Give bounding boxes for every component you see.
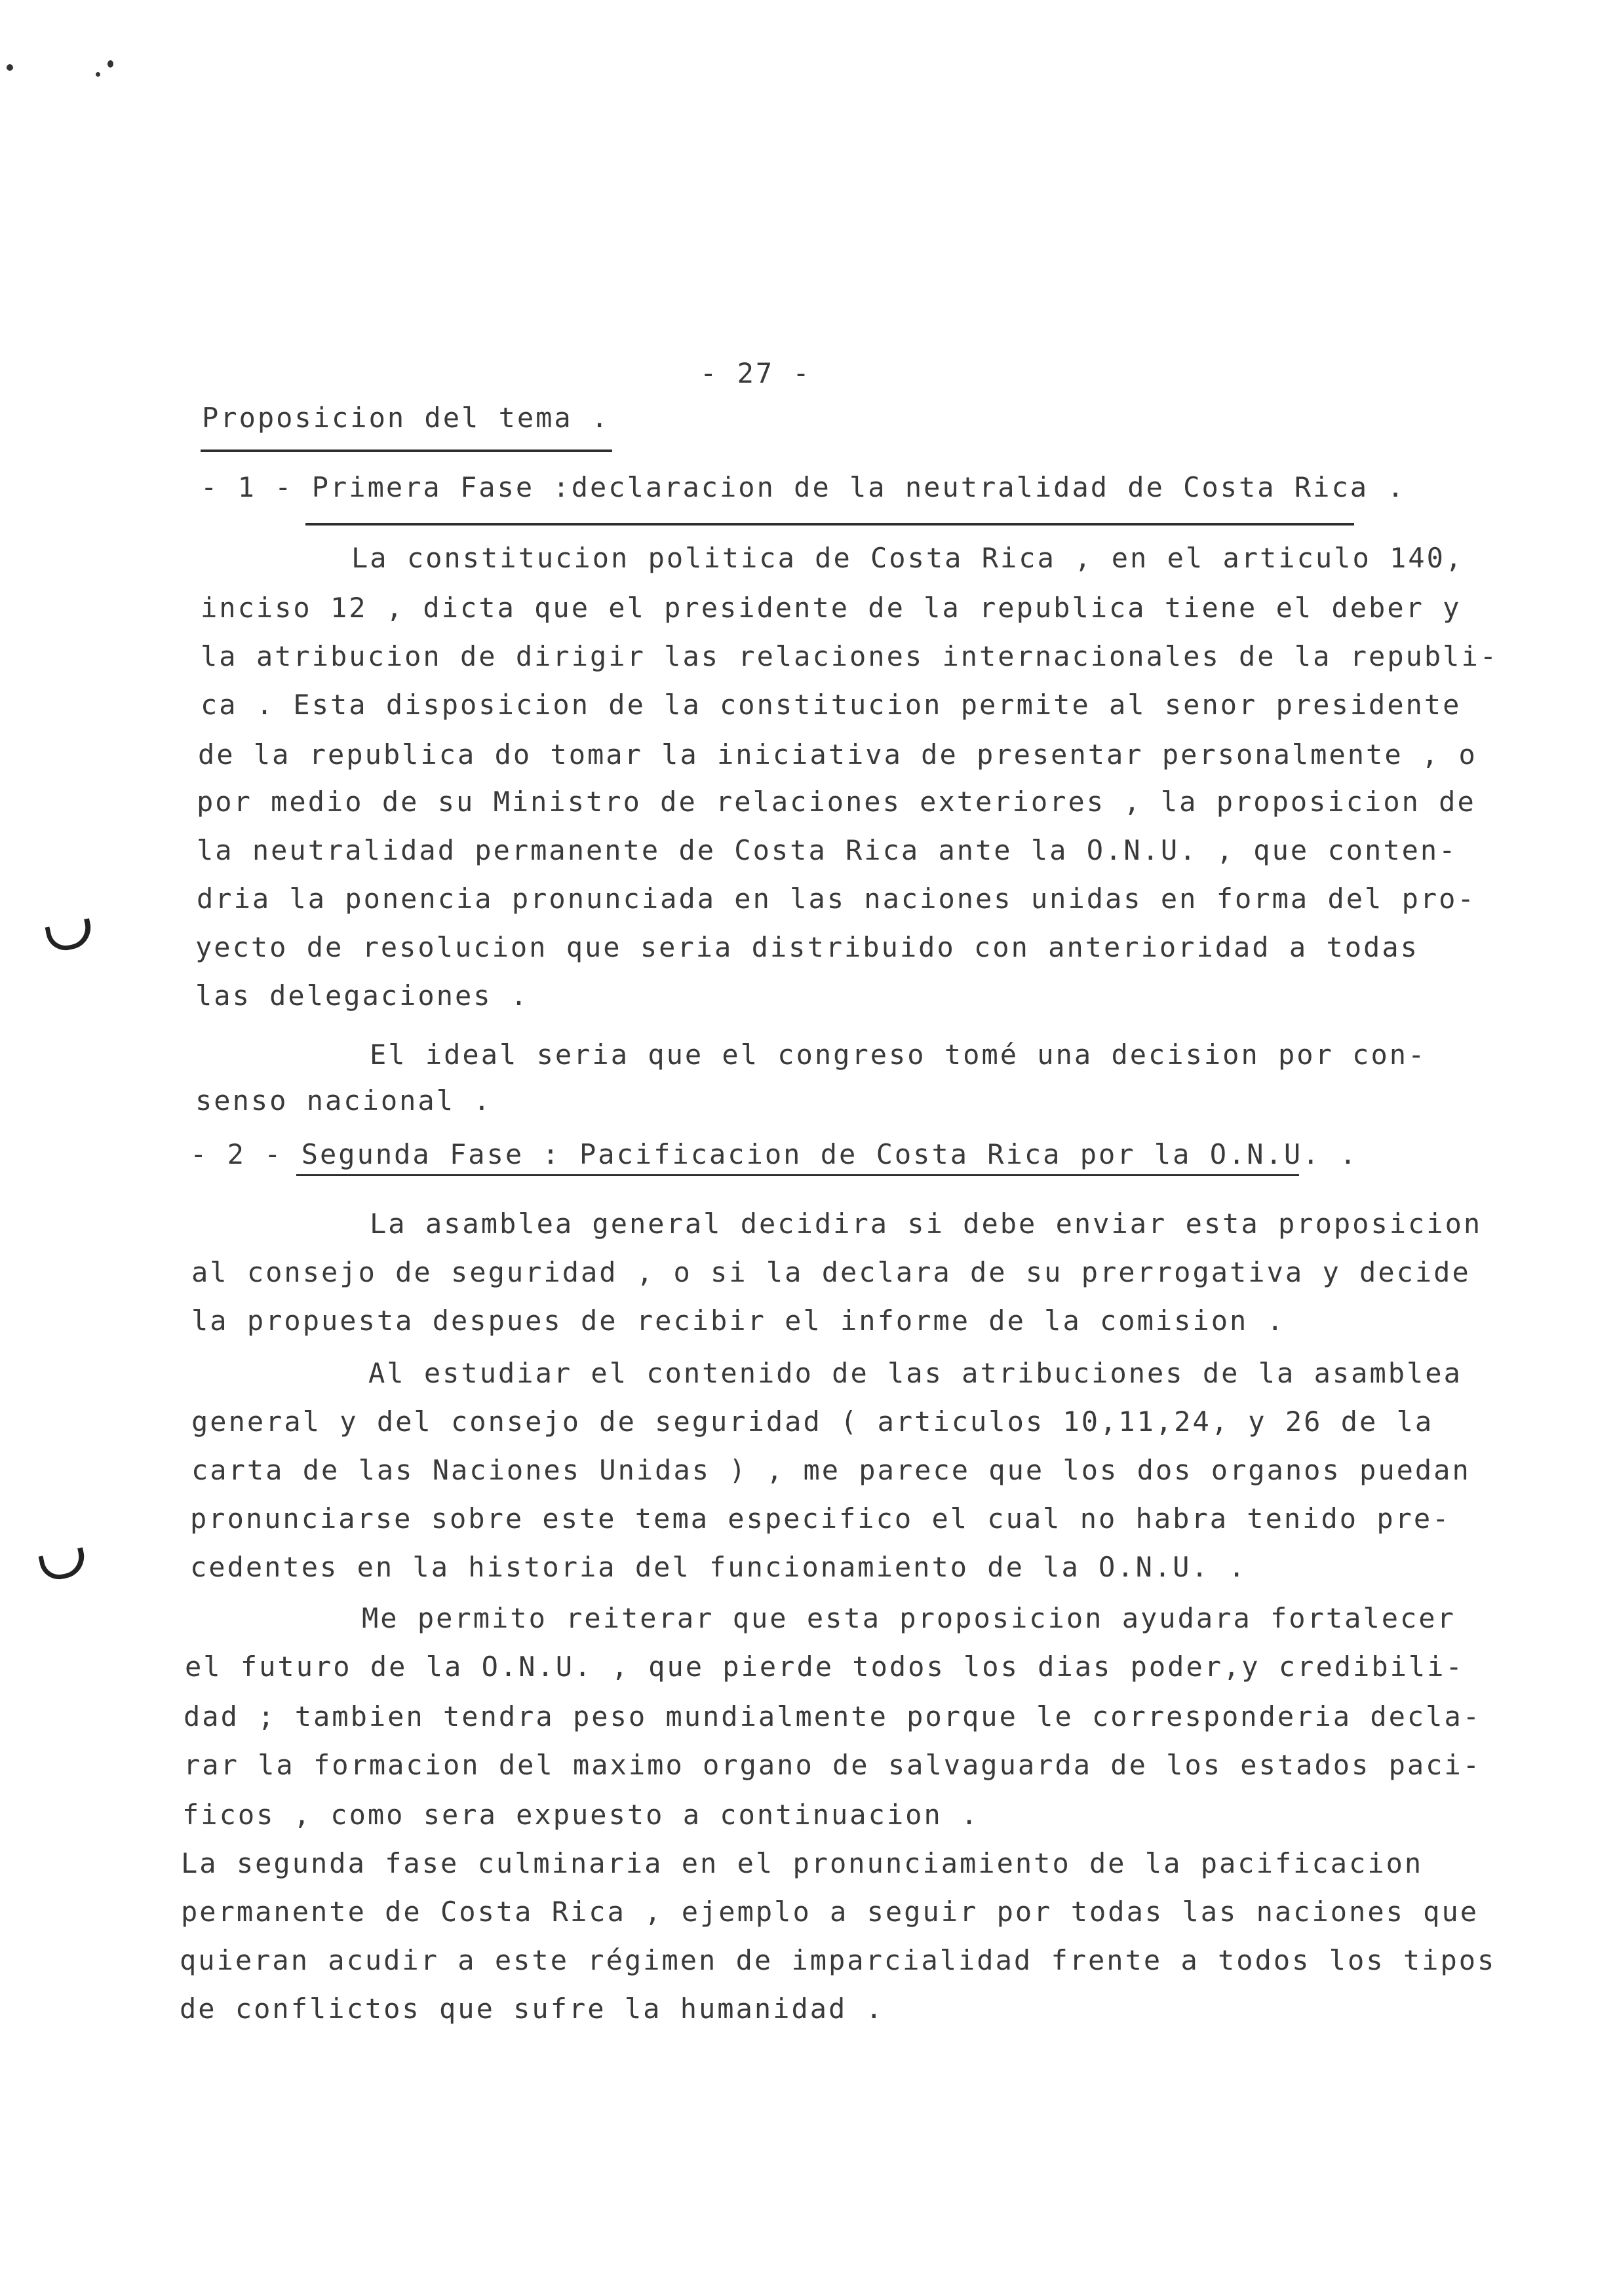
- scan-speck: [107, 60, 113, 67]
- paragraph-line: carta de las Naciones Unidas ) , me parece que los dos organos puedan: [191, 1454, 1471, 1486]
- paragraph-line: la atribucion de dirigir las relaciones internacionales de la republi-: [201, 640, 1499, 672]
- paragraph-line: La asamblea general decidira si debe enviar esta proposicion: [370, 1208, 1483, 1240]
- paragraph-line: de la republica do tomar la iniciativa de presentar personalmente , o: [198, 738, 1477, 771]
- paragraph-line: general y del consejo de seguridad ( articulos 10,11,24, y 26 de la: [191, 1406, 1434, 1438]
- heading-underline: [201, 450, 612, 452]
- paragraph-line: al consejo de seguridad , o si la declara de su prerrogativa y decide: [191, 1256, 1471, 1288]
- paragraph-line: yecto de resolucion que seria distribuido con anterioridad a todas: [195, 931, 1419, 963]
- paragraph-line: senso nacional .: [195, 1084, 492, 1117]
- section-heading: Proposicion del tema .: [202, 402, 610, 434]
- paragraph-line: dad ; tambien tendra peso mundialmente porque le corresponderia decla-: [184, 1700, 1482, 1732]
- phase2-underline: [296, 1174, 1299, 1176]
- paragraph-line: la neutralidad permanente de Costa Rica ante la O.N.U. , que conten-: [197, 834, 1458, 866]
- margin-check-mark: [45, 918, 94, 953]
- scan-speck: [96, 72, 100, 77]
- paragraph-line: La segunda fase culminaria en el pronunciamiento de la pacificacion: [181, 1847, 1424, 1879]
- scan-speck: [7, 64, 13, 71]
- paragraph-line: de conflictos que sufre la humanidad .: [180, 1993, 884, 2025]
- phase1-title: - 1 - Primera Fase :declaracion de la neutralidad de Costa Rica .: [201, 471, 1406, 503]
- paragraph-line: Al estudiar el contenido de las atribuciones de la asamblea: [368, 1357, 1462, 1389]
- paragraph-line: quieran acudir a este régimen de imparcialidad frente a todos los tipos: [180, 1944, 1496, 1976]
- paragraph-line: inciso 12 , dicta que el presidente de la republica tiene el deber y: [201, 592, 1462, 624]
- page-number: - 27 -: [700, 357, 811, 389]
- paragraph-line: la propuesta despues de recibir el informe de la comision .: [191, 1305, 1285, 1337]
- phase1-underline: [305, 523, 1354, 526]
- paragraph-line: el futuro de la O.N.U. , que pierde todos los dias poder,y credibili-: [185, 1651, 1464, 1683]
- margin-check-mark: [38, 1547, 88, 1582]
- paragraph-line: ca . Esta disposicion de la constitucion permite al senor presidente: [201, 689, 1462, 721]
- paragraph-line: ficos , como sera expuesto a continuacion .: [182, 1799, 980, 1831]
- paragraph-line: por medio de su Ministro de relaciones exteriores , la proposicion de: [197, 786, 1476, 818]
- paragraph-line: rar la formacion del maximo organo de salvaguarda de los estados paci-: [184, 1749, 1482, 1781]
- paragraph-line: El ideal seria que el congreso tomé una decision por con-: [370, 1039, 1427, 1071]
- paragraph-line: La constitucion politica de Costa Rica , en el articulo 140,: [351, 542, 1464, 574]
- paragraph-line: Me permito reiterar que esta proposicion ayudara fortalecer: [362, 1602, 1456, 1634]
- paragraph-line: dria la ponencia pronunciada en las naciones unidas en forma del pro-: [197, 883, 1476, 915]
- paragraph-line: permanente de Costa Rica , ejemplo a seguir por todas las naciones que: [181, 1896, 1479, 1928]
- paragraph-line: cedentes en la historia del funcionamiento de la O.N.U. .: [190, 1551, 1247, 1583]
- paragraph-line: las delegaciones .: [195, 980, 530, 1012]
- phase2-title: - 2 - Segunda Fase : Pacificacion de Costa Rica por la O.N.U. .: [190, 1138, 1359, 1170]
- paragraph-line: pronunciarse sobre este tema especifico el cual no habra tenido pre-: [190, 1502, 1451, 1535]
